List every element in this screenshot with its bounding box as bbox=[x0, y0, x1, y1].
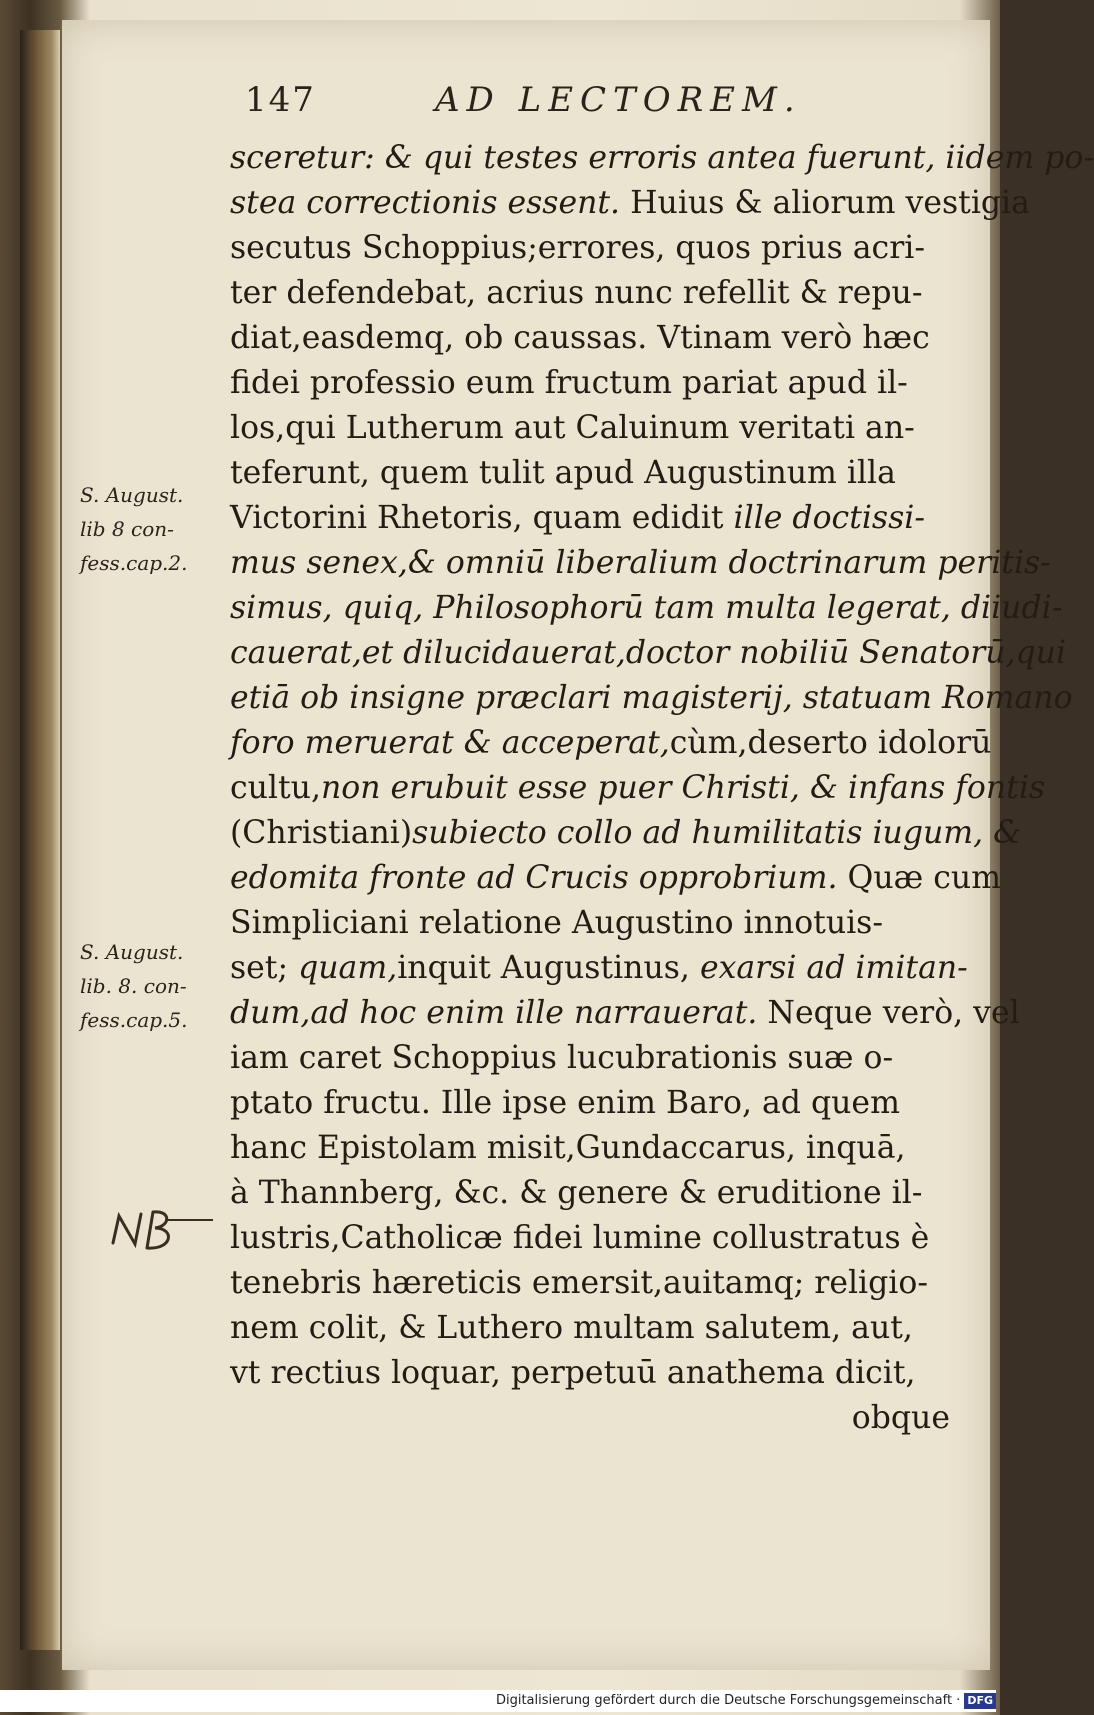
text-segment: mus senex,& omniū liberalium doctrinarum peritis- bbox=[230, 545, 1051, 581]
text-segment: diat,easdemq, ob caussas. Vtinam verò hæc bbox=[230, 320, 930, 356]
text-segment: cultu, bbox=[230, 770, 321, 806]
margin-note-line: S. August. bbox=[80, 940, 184, 964]
text-segment: cùm,deserto idolorū bbox=[669, 725, 992, 761]
main-text-block bbox=[230, 136, 1094, 1441]
catchword: obque bbox=[851, 1400, 950, 1436]
footer-credit: Digitalisierung gefördert durch die Deutsche Forschungsgemeinschaft · bbox=[495, 1693, 961, 1708]
text-line bbox=[230, 136, 1094, 181]
text-segment: simus, quiq, Philosophorū tam multa legerat, diiudi- bbox=[230, 590, 1063, 626]
text-segment: non erubuit esse puer Christi, & infans fontis bbox=[320, 770, 1046, 806]
text-line bbox=[230, 676, 1073, 721]
page-number: 147 bbox=[245, 80, 316, 120]
text-line bbox=[230, 406, 950, 451]
text-line bbox=[230, 1261, 950, 1306]
page-header bbox=[245, 80, 965, 130]
text-line bbox=[230, 1126, 950, 1171]
text-segment: tenebris hæreticis emersit,auitamq; religio- bbox=[230, 1265, 928, 1301]
text-segment: dum,ad hoc enim ille narrauerat. bbox=[230, 995, 758, 1031]
text-segment: los,qui Lutherum aut Caluinum veritati an- bbox=[230, 410, 915, 446]
running-title: AD LECTOREM. bbox=[435, 80, 802, 120]
text-segment: Simpliciani relatione Augustino innotuis- bbox=[230, 905, 883, 941]
text-segment: Victorini Rhetoris, quam edidit bbox=[230, 500, 734, 536]
text-segment: exarsi ad imitan- bbox=[699, 950, 968, 986]
text-line bbox=[230, 361, 950, 406]
text-segment: secutus Schoppius;errores, quos prius acri- bbox=[230, 230, 925, 266]
text-segment: (Christiani) bbox=[230, 815, 413, 851]
margin-note-1 bbox=[80, 478, 230, 580]
text-line bbox=[230, 226, 950, 271]
text-line bbox=[230, 856, 1002, 901]
text-segment: ptato fructu. Ille ipse enim Baro, ad quem bbox=[230, 1085, 900, 1121]
text-segment: cauerat,et dilucidauerat,doctor nobiliū Senatorū,qui bbox=[230, 635, 1067, 671]
text-segment: foro meruerat & acceperat, bbox=[230, 725, 670, 761]
text-segment: à Thannberg, &c. & genere & eruditione il- bbox=[230, 1175, 923, 1211]
text-line bbox=[230, 766, 1046, 811]
text-line bbox=[230, 271, 950, 316]
text-line bbox=[230, 721, 992, 766]
text-segment: set; bbox=[230, 950, 299, 986]
margin-note-line: lib. 8. con- bbox=[80, 974, 187, 998]
handwritten-nb-mark bbox=[105, 1198, 215, 1258]
text-line bbox=[230, 316, 950, 361]
margin-note-line: S. August. bbox=[80, 483, 184, 507]
text-line bbox=[230, 1351, 950, 1396]
text-segment: subiecto collo ad humilitatis iugum, & bbox=[412, 815, 1022, 851]
text-line bbox=[230, 901, 950, 946]
margin-note-line: lib 8 con- bbox=[80, 517, 174, 541]
margin-note-line: fess.cap.2. bbox=[80, 551, 188, 575]
text-line bbox=[230, 1306, 950, 1351]
text-line bbox=[230, 991, 1020, 1036]
text-segment: Quæ cum bbox=[837, 860, 1002, 896]
book-binding-edge bbox=[20, 30, 60, 1650]
text-line bbox=[230, 496, 950, 541]
digitization-footer bbox=[0, 1690, 996, 1712]
text-line bbox=[230, 1036, 950, 1081]
text-line bbox=[230, 1081, 950, 1126]
text-line bbox=[230, 586, 1063, 631]
text-segment: iam caret Schoppius lucubrationis suæ o- bbox=[230, 1040, 894, 1076]
text-line bbox=[230, 946, 968, 991]
text-line bbox=[230, 811, 1022, 856]
text-line bbox=[230, 451, 950, 496]
text-segment: stea correctionis essent. bbox=[230, 185, 621, 221]
text-segment: hanc Epistolam misit,Gundaccarus, inquā, bbox=[230, 1130, 906, 1166]
text-segment: vt rectius loquar, perpetuū anathema dicit, bbox=[230, 1355, 916, 1391]
text-segment: inquit Augustinus, bbox=[397, 950, 700, 986]
text-segment: lustris,Catholicæ fidei lumine collustratus è bbox=[230, 1220, 930, 1256]
margin-note-2 bbox=[80, 935, 230, 1037]
text-segment: ille doctissi- bbox=[733, 500, 925, 536]
text-segment: Huius & aliorum vestigia bbox=[620, 185, 1030, 221]
dfg-logo: DFG bbox=[964, 1693, 996, 1709]
text-segment: quam, bbox=[298, 950, 398, 986]
text-segment: ter defendebat, acrius nunc refellit & repu- bbox=[230, 275, 923, 311]
text-segment: sceretur: & qui testes erroris antea fuerunt, iidem po- bbox=[230, 140, 1094, 176]
text-segment: fidei professio eum fructum pariat apud il- bbox=[230, 365, 908, 401]
text-segment: etiā ob insigne præclari magisterij, statuam Romano bbox=[230, 680, 1073, 716]
text-segment: edomita fronte ad Crucis opprobrium. bbox=[230, 860, 838, 896]
text-line bbox=[230, 631, 1067, 676]
margin-note-line: fess.cap.5. bbox=[80, 1008, 188, 1032]
text-segment: teferunt, quem tulit apud Augustinum illa bbox=[230, 455, 896, 491]
text-line bbox=[230, 1171, 950, 1216]
text-line bbox=[230, 181, 1030, 226]
text-segment: Neque verò, vel bbox=[757, 995, 1020, 1031]
text-line bbox=[230, 1216, 950, 1261]
text-line bbox=[230, 541, 1051, 586]
text-segment: nem colit, & Luthero multam salutem, aut, bbox=[230, 1310, 913, 1346]
